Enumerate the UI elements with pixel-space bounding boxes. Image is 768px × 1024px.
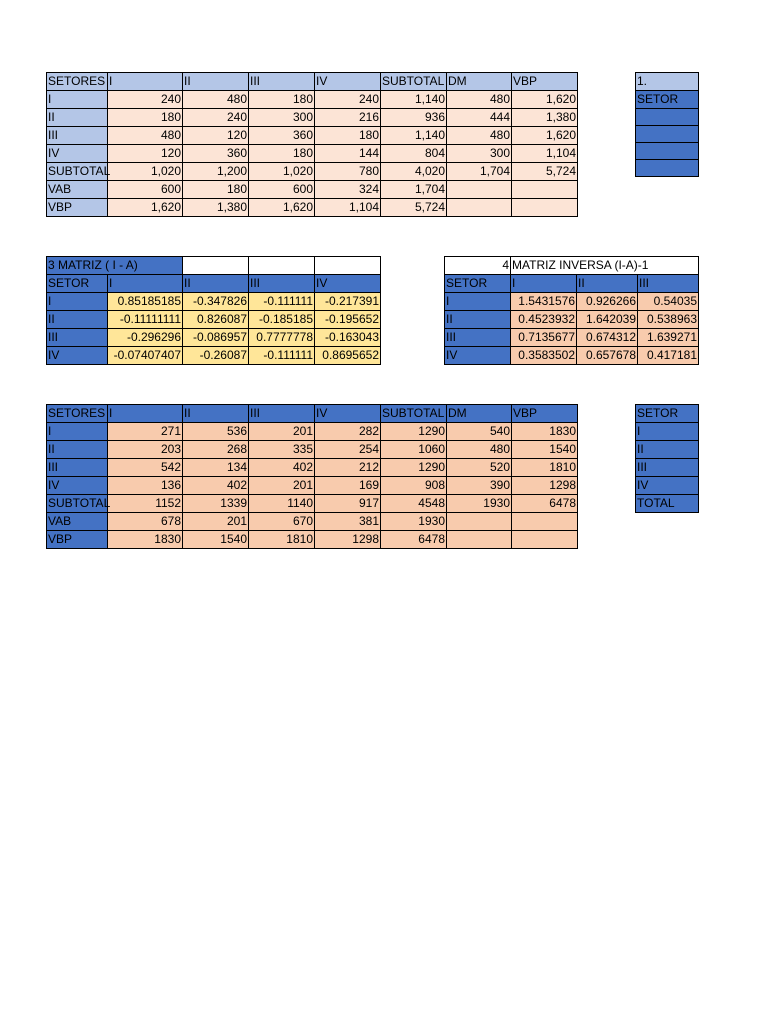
table-row xyxy=(445,347,699,365)
table-row xyxy=(47,199,578,217)
data-cell[interactable]: 0.657678 xyxy=(577,347,638,365)
data-cell[interactable]: 201 xyxy=(183,513,249,531)
data-cell[interactable]: 1,140 xyxy=(381,91,447,109)
row-label-cell[interactable]: IV xyxy=(47,347,108,365)
matrix-inverse xyxy=(444,256,699,365)
table-row xyxy=(47,109,578,127)
header-cell[interactable]: III xyxy=(249,73,315,91)
data-cell[interactable]: 600 xyxy=(249,181,315,199)
data-cell[interactable]: 360 xyxy=(183,145,249,163)
data-cell[interactable]: 0.8695652 xyxy=(315,347,381,365)
data-cell[interactable]: 180 xyxy=(249,145,315,163)
data-cell[interactable]: 1.639271 xyxy=(638,329,699,347)
data-cell[interactable]: 203 xyxy=(108,441,183,459)
data-cell[interactable]: 201 xyxy=(249,423,315,441)
data-cell[interactable]: 1,620 xyxy=(512,127,578,145)
header-cell[interactable]: IV xyxy=(315,275,381,293)
table-row xyxy=(445,293,699,311)
empty-cell[interactable] xyxy=(636,126,699,143)
empty-cell[interactable] xyxy=(183,257,249,275)
header-cell[interactable]: IV xyxy=(315,73,381,91)
data-cell[interactable] xyxy=(447,181,512,199)
data-cell[interactable]: 5,724 xyxy=(381,199,447,217)
data-cell[interactable] xyxy=(512,181,578,199)
data-cell[interactable]: 917 xyxy=(315,495,381,513)
side-list-item[interactable]: III xyxy=(636,459,699,477)
data-cell[interactable]: 134 xyxy=(183,459,249,477)
data-cell[interactable]: 254 xyxy=(315,441,381,459)
data-cell[interactable]: 0.826087 xyxy=(183,311,249,329)
data-cell[interactable]: 536 xyxy=(183,423,249,441)
data-cell[interactable]: 4,020 xyxy=(381,163,447,181)
table-row xyxy=(47,459,578,477)
table-header-row xyxy=(47,405,578,423)
data-cell[interactable]: 0.4523932 xyxy=(511,311,577,329)
data-cell[interactable]: 381 xyxy=(315,513,381,531)
data-cell[interactable]: -0.111111 xyxy=(249,347,315,365)
data-cell[interactable]: 240 xyxy=(183,109,249,127)
data-cell[interactable]: 1.642039 xyxy=(577,311,638,329)
data-cell[interactable]: 1298 xyxy=(512,477,578,495)
row-label-cell[interactable]: SUBTOTAL xyxy=(47,163,108,181)
data-cell[interactable]: 1298 xyxy=(315,531,381,549)
row-label-cell[interactable]: I xyxy=(47,423,108,441)
data-cell[interactable]: 240 xyxy=(108,91,183,109)
header-cell[interactable]: I xyxy=(108,405,183,423)
row-label-cell[interactable]: III xyxy=(445,329,511,347)
data-cell[interactable]: 804 xyxy=(381,145,447,163)
row-label-cell[interactable]: II xyxy=(445,311,511,329)
matrix-title: MATRIZ ( I - A) xyxy=(58,258,138,272)
data-cell[interactable]: -0.26087 xyxy=(183,347,249,365)
header-cell[interactable]: SUBTOTAL xyxy=(381,405,447,423)
data-cell[interactable]: 271 xyxy=(108,423,183,441)
data-cell[interactable]: 5,724 xyxy=(512,163,578,181)
data-cell[interactable]: 180 xyxy=(315,127,381,145)
data-cell[interactable]: 908 xyxy=(381,477,447,495)
data-cell[interactable]: 1,380 xyxy=(183,199,249,217)
table-row xyxy=(47,311,381,329)
empty-cell[interactable] xyxy=(315,257,381,275)
matrix-i-minus-a xyxy=(46,256,381,365)
data-cell[interactable]: 240 xyxy=(315,91,381,109)
header-cell[interactable]: VBP xyxy=(512,405,578,423)
empty-cell[interactable] xyxy=(636,143,699,160)
table-row xyxy=(47,127,578,145)
data-cell[interactable]: 1830 xyxy=(512,423,578,441)
row-label-cell[interactable]: VAB xyxy=(47,513,108,531)
data-cell[interactable]: 0.926266 xyxy=(577,293,638,311)
data-cell[interactable]: 282 xyxy=(315,423,381,441)
data-cell[interactable]: 1060 xyxy=(381,441,447,459)
data-cell[interactable]: 1540 xyxy=(512,441,578,459)
table-row xyxy=(47,531,578,549)
data-cell[interactable]: 540 xyxy=(447,423,512,441)
row-label-cell[interactable]: I xyxy=(47,91,108,109)
empty-cell[interactable] xyxy=(636,109,699,126)
data-cell[interactable]: 1,704 xyxy=(447,163,512,181)
data-cell[interactable]: 936 xyxy=(381,109,447,127)
data-cell[interactable]: 1,200 xyxy=(183,163,249,181)
side-title-cell[interactable]: 1. xyxy=(636,73,699,91)
data-cell[interactable]: -0.195652 xyxy=(315,311,381,329)
data-cell[interactable]: -0.111111 xyxy=(249,293,315,311)
row-label-cell[interactable]: III xyxy=(47,127,108,145)
data-cell[interactable]: 1930 xyxy=(381,513,447,531)
data-cell[interactable]: 1,140 xyxy=(381,127,447,145)
matrix-title-row xyxy=(445,257,699,275)
row-label-cell[interactable]: II xyxy=(47,109,108,127)
header-cell[interactable]: DM xyxy=(447,405,512,423)
matrix-number[interactable]: 4 xyxy=(445,257,511,275)
table-row xyxy=(47,163,578,181)
matrix-title-cell[interactable] xyxy=(47,257,183,275)
data-cell[interactable]: 1,380 xyxy=(512,109,578,127)
data-cell[interactable]: 169 xyxy=(315,477,381,495)
side-list-item[interactable]: TOTAL xyxy=(636,495,699,513)
row-label-cell[interactable]: I xyxy=(445,293,511,311)
data-cell[interactable]: 201 xyxy=(249,477,315,495)
data-cell[interactable]: 444 xyxy=(447,109,512,127)
table-row xyxy=(47,145,578,163)
row-label-cell[interactable]: VAB xyxy=(47,181,108,199)
data-cell[interactable]: 0.85185185 xyxy=(108,293,183,311)
data-cell[interactable]: -0.11111111 xyxy=(108,311,183,329)
data-cell[interactable] xyxy=(447,531,512,549)
table-header-row xyxy=(47,73,578,91)
data-cell[interactable]: 1140 xyxy=(249,495,315,513)
data-cell[interactable]: 120 xyxy=(183,127,249,145)
table-row xyxy=(47,91,578,109)
row-label-cell[interactable]: I xyxy=(47,293,108,311)
data-cell[interactable]: 1810 xyxy=(512,459,578,477)
data-cell[interactable]: 180 xyxy=(183,181,249,199)
header-cell[interactable]: I xyxy=(108,73,183,91)
data-cell[interactable]: 1,020 xyxy=(249,163,315,181)
row-label-cell[interactable]: III xyxy=(47,459,108,477)
row-label-cell[interactable]: III xyxy=(47,329,108,347)
header-cell[interactable]: DM xyxy=(447,73,512,91)
data-cell[interactable]: 0.7135677 xyxy=(511,329,577,347)
header-cell[interactable]: I xyxy=(108,275,183,293)
data-cell[interactable]: -0.296296 xyxy=(108,329,183,347)
table-row xyxy=(47,347,381,365)
table-io-original xyxy=(46,72,578,217)
header-cell[interactable]: II xyxy=(183,275,249,293)
side-setor-list xyxy=(635,404,699,513)
data-cell[interactable]: 780 xyxy=(315,163,381,181)
data-cell[interactable]: 1152 xyxy=(108,495,183,513)
header-cell[interactable]: VBP xyxy=(512,73,578,91)
data-cell[interactable]: 678 xyxy=(108,513,183,531)
table-io-projected xyxy=(46,404,578,549)
data-cell[interactable]: 1810 xyxy=(249,531,315,549)
data-cell[interactable]: 480 xyxy=(183,91,249,109)
table-row xyxy=(47,513,578,531)
row-label-cell[interactable]: VBP xyxy=(47,199,108,217)
header-cell[interactable]: SETOR xyxy=(47,275,108,293)
header-cell[interactable]: II xyxy=(577,275,638,293)
header-cell[interactable]: II xyxy=(183,405,249,423)
data-cell[interactable]: 1,020 xyxy=(108,163,183,181)
data-cell[interactable]: 1339 xyxy=(183,495,249,513)
matrix-title-row xyxy=(47,257,381,275)
data-cell[interactable]: -0.163043 xyxy=(315,329,381,347)
table-row xyxy=(445,311,699,329)
matrix-number: 3 xyxy=(48,258,55,272)
table-header-row xyxy=(445,275,699,293)
data-cell[interactable]: 670 xyxy=(249,513,315,531)
empty-cell[interactable] xyxy=(636,160,699,177)
data-cell[interactable] xyxy=(447,199,512,217)
data-cell[interactable]: -0.086957 xyxy=(183,329,249,347)
row-label-cell[interactable]: VBP xyxy=(47,531,108,549)
header-cell[interactable]: IV xyxy=(315,405,381,423)
data-cell[interactable]: 0.7777778 xyxy=(249,329,315,347)
data-cell[interactable] xyxy=(447,513,512,531)
header-cell[interactable]: III xyxy=(249,275,315,293)
data-cell[interactable]: 1,620 xyxy=(108,199,183,217)
side-label-cell[interactable]: SETOR xyxy=(636,91,699,109)
data-cell[interactable]: -0.185185 xyxy=(249,311,315,329)
data-cell[interactable]: 300 xyxy=(249,109,315,127)
header-cell[interactable]: SETOR xyxy=(445,275,511,293)
data-cell[interactable]: 480 xyxy=(447,91,512,109)
data-cell[interactable]: -0.07407407 xyxy=(108,347,183,365)
data-cell[interactable]: 1830 xyxy=(108,531,183,549)
data-cell[interactable]: 1,104 xyxy=(315,199,381,217)
data-cell[interactable]: 480 xyxy=(108,127,183,145)
row-label-cell[interactable]: IV xyxy=(47,477,108,495)
side-setor-block xyxy=(635,72,699,177)
data-cell[interactable]: 300 xyxy=(447,145,512,163)
header-cell[interactable]: SUBTOTAL xyxy=(381,73,447,91)
data-cell[interactable]: 1,620 xyxy=(512,91,578,109)
header-cell[interactable]: III xyxy=(638,275,699,293)
empty-cell[interactable] xyxy=(249,257,315,275)
table-row xyxy=(47,495,578,513)
data-cell[interactable]: 268 xyxy=(183,441,249,459)
row-label-cell[interactable]: IV xyxy=(47,145,108,163)
data-cell[interactable]: 1.5431576 xyxy=(511,293,577,311)
table-row xyxy=(445,329,699,347)
data-cell[interactable]: 402 xyxy=(183,477,249,495)
table-header-row xyxy=(47,275,381,293)
data-cell[interactable]: 136 xyxy=(108,477,183,495)
header-cell[interactable]: II xyxy=(183,73,249,91)
data-cell[interactable]: 6478 xyxy=(512,495,578,513)
data-cell[interactable]: 335 xyxy=(249,441,315,459)
row-label-cell[interactable]: IV xyxy=(445,347,511,365)
data-cell[interactable]: 180 xyxy=(108,109,183,127)
table-row xyxy=(47,181,578,199)
data-cell[interactable]: 0.538963 xyxy=(638,311,699,329)
data-cell[interactable]: 1540 xyxy=(183,531,249,549)
table-row xyxy=(47,423,578,441)
header-cell[interactable]: SETORES xyxy=(47,73,108,91)
data-cell[interactable]: -0.347826 xyxy=(183,293,249,311)
data-cell[interactable]: 6478 xyxy=(381,531,447,549)
table-row xyxy=(47,329,381,347)
data-cell[interactable]: -0.217391 xyxy=(315,293,381,311)
data-cell[interactable]: 0.3583502 xyxy=(511,347,577,365)
data-cell[interactable]: 180 xyxy=(249,91,315,109)
data-cell[interactable] xyxy=(512,199,578,217)
data-cell[interactable]: 1,620 xyxy=(249,199,315,217)
data-cell[interactable]: 4548 xyxy=(381,495,447,513)
data-cell[interactable]: 1930 xyxy=(447,495,512,513)
data-cell[interactable]: 0.417181 xyxy=(638,347,699,365)
data-cell[interactable]: 120 xyxy=(108,145,183,163)
table-row xyxy=(47,293,381,311)
header-cell[interactable]: SETORES xyxy=(47,405,108,423)
data-cell[interactable] xyxy=(512,513,578,531)
data-cell[interactable]: 1,704 xyxy=(381,181,447,199)
data-cell[interactable] xyxy=(512,531,578,549)
table-row xyxy=(47,441,578,459)
data-cell[interactable]: 212 xyxy=(315,459,381,477)
data-cell[interactable]: 520 xyxy=(447,459,512,477)
row-label-cell[interactable]: II xyxy=(47,441,108,459)
side-list-item[interactable]: I xyxy=(636,423,699,441)
side-list-item[interactable]: IV xyxy=(636,477,699,495)
row-label-cell[interactable]: II xyxy=(47,311,108,329)
data-cell[interactable]: 324 xyxy=(315,181,381,199)
data-cell[interactable]: 1,104 xyxy=(512,145,578,163)
side-list-item[interactable]: II xyxy=(636,441,699,459)
side-list-item[interactable]: SETOR xyxy=(636,405,699,423)
data-cell[interactable]: 360 xyxy=(249,127,315,145)
data-cell[interactable]: 1290 xyxy=(381,423,447,441)
header-cell[interactable]: I xyxy=(511,275,577,293)
data-cell[interactable]: 402 xyxy=(249,459,315,477)
data-cell[interactable]: 480 xyxy=(447,127,512,145)
data-cell[interactable]: 0.54035 xyxy=(638,293,699,311)
row-label-cell[interactable]: SUBTOTAL xyxy=(47,495,108,513)
data-cell[interactable]: 144 xyxy=(315,145,381,163)
table-row xyxy=(47,477,578,495)
data-cell[interactable]: 216 xyxy=(315,109,381,127)
data-cell[interactable]: 1290 xyxy=(381,459,447,477)
data-cell[interactable]: 390 xyxy=(447,477,512,495)
matrix-title[interactable]: MATRIZ INVERSA (I-A)-1 xyxy=(511,257,699,275)
header-cell[interactable]: III xyxy=(249,405,315,423)
data-cell[interactable]: 600 xyxy=(108,181,183,199)
data-cell[interactable]: 542 xyxy=(108,459,183,477)
data-cell[interactable]: 480 xyxy=(447,441,512,459)
data-cell[interactable]: 0.674312 xyxy=(577,329,638,347)
